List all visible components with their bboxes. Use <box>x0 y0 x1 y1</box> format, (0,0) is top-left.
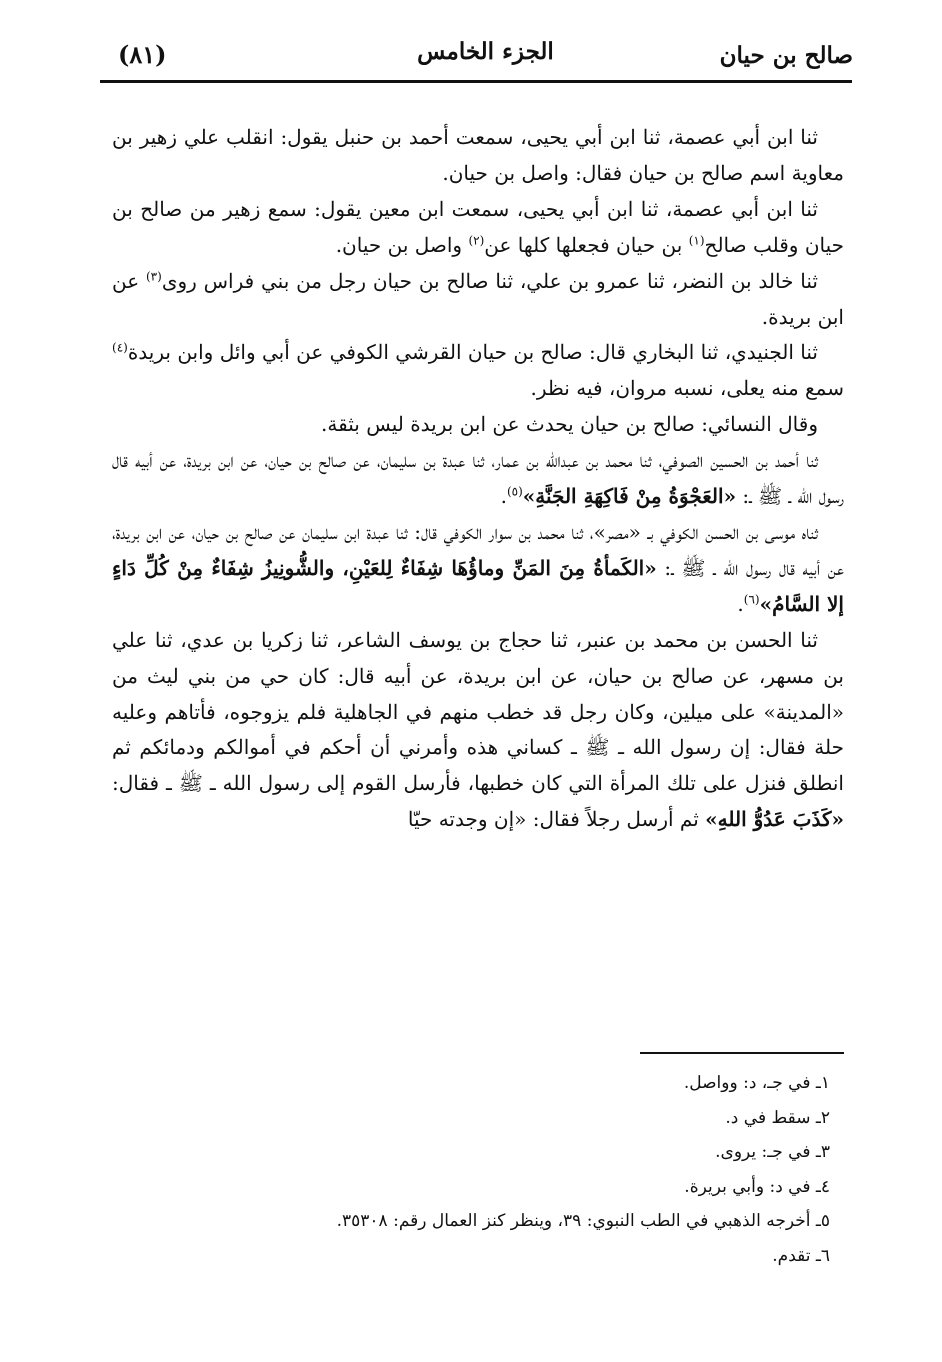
footnotes <box>112 1066 844 1273</box>
paragraph <box>112 335 844 407</box>
paragraph <box>112 443 844 515</box>
paragraph-text: عن ابن بريدة. <box>112 268 844 329</box>
paragraph <box>112 264 844 336</box>
footnote-item: ٢ـ سقط في د. <box>725 1107 830 1128</box>
footnote-marker: (٦) <box>743 592 760 607</box>
paragraph <box>112 515 844 623</box>
footnote-marker: (٤) <box>112 340 128 355</box>
paragraph-text: . <box>737 591 744 616</box>
paragraph-text: ثنا ابن أبي عصمة، ثنا ابن أبي يحيى، سمعت أحمد بن حنبل يقول: انقلب علي زهير بن معاوية اسم صالح بن حيان فقال: واصل بن حيان. <box>112 125 844 185</box>
paragraph-text: ثناه موسى بن الحسن الكوفي بـ «مصر»، ثنا محمد بن سوار الكوفي قال: ثنا عبدة ابن سليمان عن صالح بن حيان، عن ابن بريدة، عن أبيه قال رسول الله ـ ﷺ ـ: <box>112 519 845 580</box>
paragraph <box>112 120 844 192</box>
paragraph-text: ثنا ابن أبي عصمة، ثنا ابن أبي يحيى، سمعت ابن معين يقول: سمع زهير من صالح بن حيان وقلب صالح <box>112 196 844 257</box>
paragraph-text: ثنا الحسن بن محمد بن عنبر، ثنا حجاج بن يوسف الشاعر، ثنا زكريا بن عدي، ثنا علي بن مسهر، عن صالح بن حيان، عن ابن بريدة، عن أبيه قال: كان حي من بني ليث من «المدينة» على ميلين، وكان رجل قد خطب منهم في الجاهلية فلم يزوجوه، فأتاهم وعليه حلة فقال: إن رسول الله ـ ﷺ ـ كساني هذه وأمرني أن أحكم في أموالكم ودمائكم ثم انطلق فنزل على تلك المرأة التي كان خطبها، فأرسل القوم إلى رسول الله ـ ﷺ ـ فقال: <box>112 627 844 796</box>
footnote-item: ٦ـ تقدم. <box>772 1245 830 1266</box>
volume-title: الجزء الخامس <box>417 38 554 65</box>
hadith-quote: «كَذَبَ عَدُوُّ اللهِ» <box>705 807 844 832</box>
paragraph-text: وقال النسائي: صالح بن حيان يحدث عن ابن بريدة ليس بثقة. <box>321 412 818 437</box>
footnote-item: ٥ـ أخرجه الذهبي في الطب النبوي: ٣٩، وينظر كنز العمال رقم: ٣٥٣٠٨. <box>336 1211 830 1231</box>
paragraph-text: واصل بن حيان. <box>335 232 469 257</box>
paragraph-text: ثنا الجنيدي، ثنا البخاري قال: صالح بن حيان القرشي الكوفي عن أبي وائل وابن بريدة <box>127 340 818 365</box>
paragraph-text: ثم أرسل رجلاً فقال: «إن وجدته حيّا <box>407 807 706 832</box>
paragraph <box>112 407 844 443</box>
footnote-item: ٣ـ في جـ: يروى. <box>715 1142 830 1162</box>
header-divider <box>100 80 852 83</box>
paragraph-text: سمع منه يعلى، نسبه مروان، فيه نظر. <box>530 376 844 401</box>
page-number: (٨١) <box>118 40 167 69</box>
paragraph-text: بن حيان فجعلها كلها عن <box>484 232 689 257</box>
footnote-item: ٤ـ في د: وأبي بريرة. <box>684 1176 830 1197</box>
hadith-quote: «الكَمأةُ مِنَ المَنِّ وماؤُهَا شِفَاءٌ لِلعَيْنِ، والشُّونِيزُ شِفَاءٌ مِنْ كُلِّ دَاءٍ إلا السَّامُ» <box>112 555 844 616</box>
page-header <box>118 36 853 76</box>
paragraph-text: ثنا أحمد بن الحسين الصوفي، ثنا محمد بن عبدالله بن عمار، ثنا عبدة بن سليمان، عن صالح بن حيان، عن ابن بريدة، عن أبيه قال رسول الله ـ ﷺ ـ: <box>112 448 844 509</box>
footnote-item: ١ـ في جـ، د: وواصل. <box>683 1073 830 1093</box>
hadith-quote: «العَجْوَةُ مِنْ فَاكِهَةِ الجَنَّةِ» <box>522 484 737 509</box>
footnote-divider <box>640 1052 844 1054</box>
footnote-marker: (١) <box>688 233 705 248</box>
paragraph-text: . <box>500 484 507 509</box>
footnote-marker: (٢) <box>468 233 485 248</box>
running-title: صالح بن حيان <box>719 42 853 69</box>
paragraph <box>112 623 844 838</box>
paragraph-text: ثنا خالد بن النضر، ثنا عمرو بن علي، ثنا صالح بن حيان رجل من بني فراس روى <box>161 268 818 293</box>
paragraph <box>112 192 844 264</box>
footnote-marker: (٣) <box>145 268 162 283</box>
footnote-marker: (٥) <box>506 484 523 499</box>
main-text <box>112 120 844 838</box>
